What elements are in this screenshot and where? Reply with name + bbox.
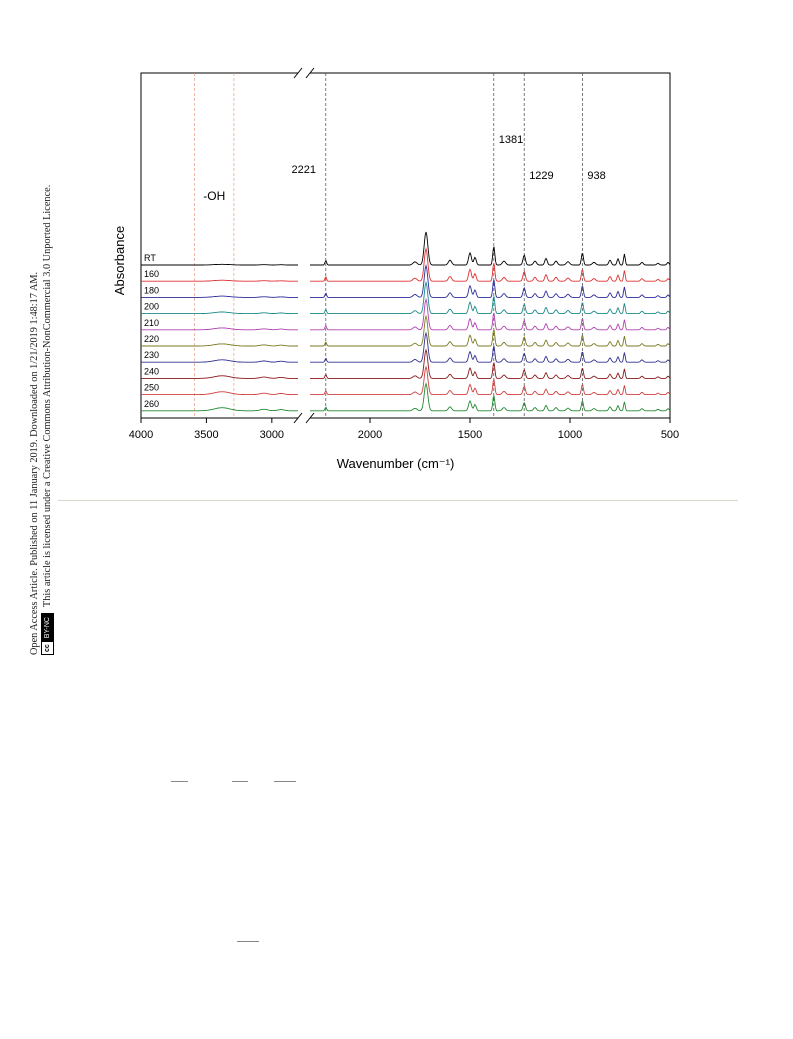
spectrum-line-220 (310, 316, 670, 346)
series-label-RT: RT (144, 253, 156, 263)
scan-mark (274, 781, 296, 782)
spectrum-line-240 (141, 376, 298, 379)
peak-label-2221: 2221 (291, 164, 317, 176)
spectrum-line-260 (310, 384, 670, 411)
spectrum-line-250 (141, 392, 298, 395)
x-tick-label: 3500 (194, 429, 219, 441)
x-tick-label: 4000 (128, 429, 154, 441)
spectrum-line-260 (141, 408, 298, 411)
x-tick-label: 1500 (457, 429, 483, 441)
x-axis-label: Wavenumber (cm⁻¹) (336, 456, 455, 471)
licence-text: This article is licensed under a Creative Commons Attribution-NonCommercial 3.0 Unported Licence. (42, 184, 53, 608)
spectrum-line-RT (141, 264, 298, 265)
spectrum-line-250 (310, 367, 670, 395)
cc-badge-text: BY-NC (44, 617, 52, 639)
cc-logo-icon: cc (42, 641, 53, 654)
peak-label-1229: 1229 (529, 170, 554, 182)
spectrum-line-210 (310, 299, 670, 329)
x-tick-label: 1000 (557, 429, 583, 441)
spectrum-line-200 (310, 283, 670, 314)
license-text (28, 185, 54, 655)
spectrum-line-230 (310, 333, 670, 362)
spectrum-line-230 (141, 360, 298, 362)
publication-line: Open Access Article. Published on 11 January 2019. Downloaded on 1/21/2019 1:48:17 AM. (29, 271, 40, 655)
series-label-210: 210 (144, 317, 160, 328)
plot-frame (141, 73, 670, 418)
spectrum-line-240 (310, 350, 670, 378)
series-label-250: 250 (144, 382, 160, 393)
series-label-180: 180 (144, 285, 160, 296)
y-axis-label: Absorbance (112, 225, 127, 296)
x-tick-label: 3000 (259, 429, 285, 441)
series-label-200: 200 (144, 301, 160, 312)
spectrum-line-180 (141, 296, 298, 297)
x-tick-label: 2000 (357, 429, 383, 441)
spectrum-line-220 (141, 344, 298, 346)
peak-label-1381: 1381 (498, 134, 524, 146)
peak-label-938: 938 (587, 170, 606, 182)
scan-mark (237, 941, 259, 942)
spectrum-line-200 (141, 312, 298, 314)
series-label-160: 160 (144, 269, 160, 280)
scan-mark (171, 781, 188, 782)
licence-line (41, 185, 54, 655)
section-divider (58, 500, 738, 501)
spectrum-line-RT (310, 232, 670, 265)
spectrum-line-210 (141, 328, 298, 330)
scan-mark (232, 781, 248, 782)
x-tick-label: 500 (660, 429, 680, 441)
series-label-220: 220 (144, 334, 160, 344)
license-sidebar (0, 0, 53, 1039)
series-label-260: 260 (144, 398, 160, 409)
ftir-spectra-chart (100, 55, 690, 485)
series-label-240: 240 (144, 366, 160, 377)
cc-by-nc-badge[interactable] (41, 613, 54, 655)
oh-label: -OH (203, 189, 226, 203)
spectrum-line-160 (141, 280, 298, 281)
series-label-230: 230 (144, 350, 160, 361)
